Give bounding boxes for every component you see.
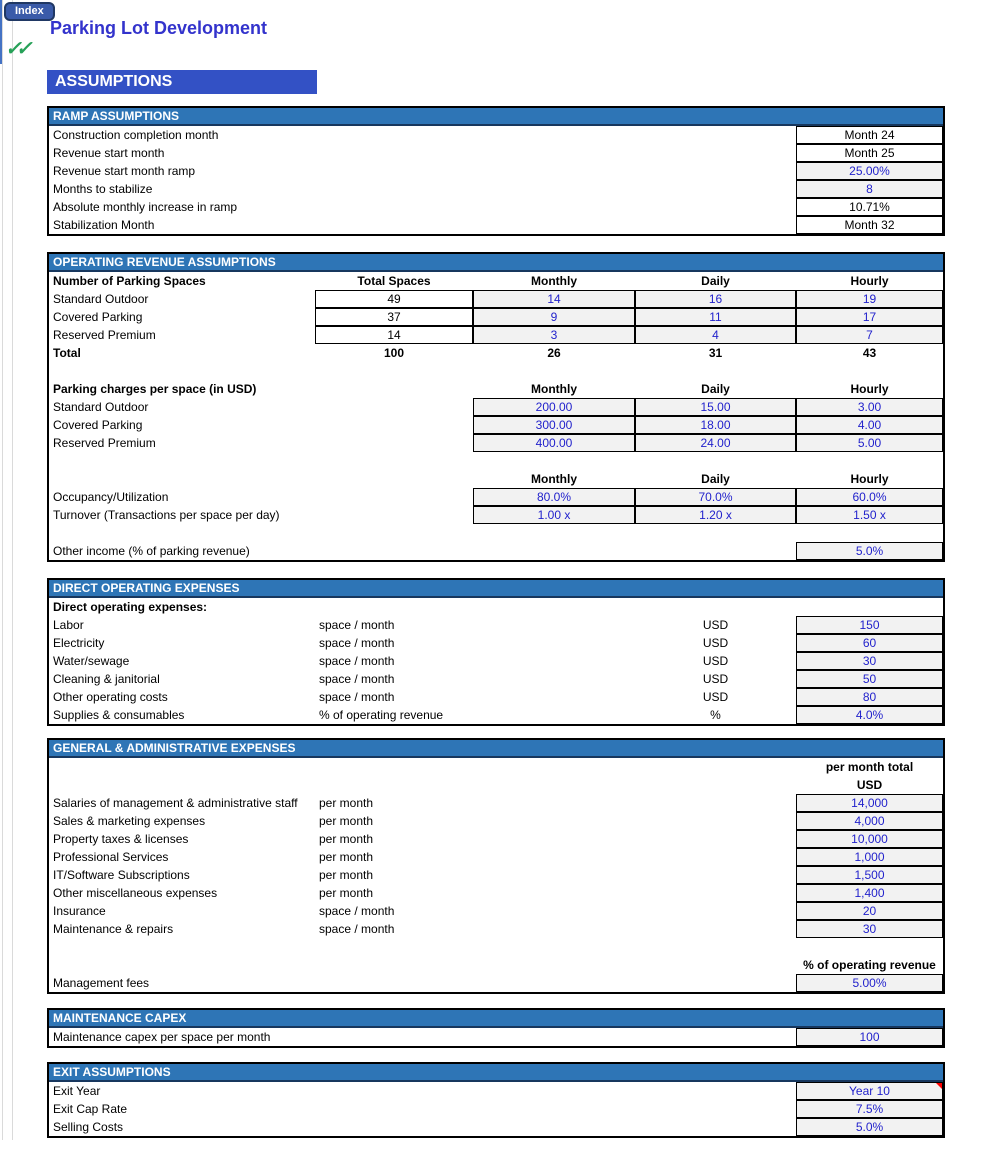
row-label: Standard Outdoor: [53, 292, 149, 306]
row-label: Sales & marketing expenses: [53, 814, 206, 828]
section-direct-operating-expenses: [47, 578, 945, 726]
value-cell-input[interactable]: 18.00: [635, 416, 796, 434]
column-header: Total Spaces: [357, 274, 431, 288]
value-cell-input[interactable]: 10,000: [796, 830, 943, 848]
unit-label: per month: [319, 886, 374, 900]
double-checkmark-icon: ✓✓: [5, 38, 27, 60]
currency-label: USD: [702, 690, 729, 704]
unit-label: space / month: [319, 904, 395, 918]
value-cell-input[interactable]: [796, 1082, 943, 1100]
unit-label: space / month: [319, 618, 395, 632]
currency-label: %: [710, 708, 721, 722]
total-value: 31: [708, 346, 723, 360]
value-cell-calculated: 37: [315, 308, 473, 326]
assumption-row: [49, 1100, 943, 1118]
row-label: IT/Software Subscriptions: [53, 868, 190, 882]
total-value: 26: [547, 346, 561, 360]
row-label: Other operating costs: [53, 690, 168, 704]
assumption-row: [49, 216, 943, 234]
unit-label: per month: [319, 832, 374, 846]
total-value: 43: [862, 346, 877, 360]
value-cell-input[interactable]: 11: [635, 308, 796, 326]
section-exit-assumptions: [47, 1062, 945, 1138]
assumption-row: [49, 974, 943, 992]
page-title: Parking Lot Development: [50, 18, 268, 38]
expense-row: [49, 634, 943, 652]
row-label: Maintenance & repairs: [53, 922, 174, 936]
value-cell-input[interactable]: 60.0%: [796, 488, 943, 506]
row-label: Exit Cap Rate: [53, 1102, 128, 1116]
value-cell-input[interactable]: 3: [473, 326, 635, 344]
section-maintenance-capex: [47, 1008, 945, 1048]
value-cell-input[interactable]: 3.00: [796, 398, 943, 416]
expense-row: [49, 794, 943, 812]
value-cell-input[interactable]: 5.00%: [796, 974, 943, 992]
column-header-row: [49, 758, 943, 776]
value-cell-input[interactable]: 19: [796, 290, 943, 308]
column-header: % of operating revenue: [803, 958, 936, 972]
column-header: Hourly: [850, 274, 889, 288]
expense-row: [49, 830, 943, 848]
column-header: Monthly: [531, 274, 577, 288]
column-header: Hourly: [850, 382, 889, 396]
row-label: Standard Outdoor: [53, 400, 149, 414]
row-label: Revenue start month: [53, 146, 165, 160]
row-label: Supplies & consumables: [53, 708, 185, 722]
unit-label: space / month: [319, 690, 395, 704]
value-cell-input[interactable]: 4.00: [796, 416, 943, 434]
subheader-row: [49, 598, 943, 616]
value-cell-input[interactable]: 30: [796, 652, 943, 670]
value-cell-input[interactable]: 24.00: [635, 434, 796, 452]
column-header: per month total: [825, 760, 914, 774]
expense-row: [49, 616, 943, 634]
value-cell-input[interactable]: 7.5%: [796, 1100, 943, 1118]
value-cell-input[interactable]: 4,000: [796, 812, 943, 830]
value-cell-input[interactable]: 14,000: [796, 794, 943, 812]
value-cell-input[interactable]: 300.00: [473, 416, 635, 434]
table-row: [49, 398, 943, 416]
row-label: Total: [53, 346, 81, 360]
expense-row: [49, 812, 943, 830]
table-row: [49, 506, 943, 524]
unit-label: space / month: [319, 672, 395, 686]
value-cell-input[interactable]: 5.0%: [796, 542, 943, 560]
column-header: Hourly: [850, 472, 889, 486]
value-cell-input[interactable]: 1.00 x: [473, 506, 635, 524]
row-label: Covered Parking: [53, 310, 143, 324]
column-header: Monthly: [531, 382, 577, 396]
table-row: [49, 326, 943, 344]
table-header-row: [49, 470, 943, 488]
unit-label: space / month: [319, 636, 395, 650]
row-label: Maintenance capex per space per month: [53, 1030, 271, 1044]
assumption-row: [49, 1028, 943, 1046]
section-header: GENERAL & ADMINISTRATIVE EXPENSES: [49, 740, 943, 758]
value-cell-input[interactable]: 14: [473, 290, 635, 308]
total-value: 100: [383, 346, 405, 360]
column-header-row: [49, 956, 943, 974]
column-header: USD: [856, 778, 883, 792]
assumption-row: [49, 1082, 943, 1100]
value-cell-input[interactable]: 150: [796, 616, 943, 634]
expense-row: [49, 652, 943, 670]
row-label: Labor: [53, 618, 84, 632]
value-cell-input[interactable]: 7: [796, 326, 943, 344]
row-label: Reserved Premium: [53, 328, 156, 342]
value-cell-input[interactable]: 80: [796, 688, 943, 706]
unit-label: space / month: [319, 922, 395, 936]
unit-label: per month: [319, 814, 374, 828]
assumptions-banner: ASSUMPTIONS: [47, 70, 317, 94]
expense-row: [49, 902, 943, 920]
row-label: Water/sewage: [53, 654, 130, 668]
currency-label: USD: [702, 672, 729, 686]
table-row: [49, 434, 943, 452]
section-header: RAMP ASSUMPTIONS: [49, 108, 943, 126]
value-cell-input[interactable]: 9: [473, 308, 635, 326]
row-label: Covered Parking: [53, 418, 143, 432]
spacer-row: [49, 452, 943, 470]
value-cell-input[interactable]: 60: [796, 634, 943, 652]
row-label: Months to stabilize: [53, 182, 153, 196]
row-label: Turnover (Transactions per space per day): [53, 508, 280, 522]
section-general-administrative-expenses: [47, 738, 945, 994]
value-cell-input[interactable]: 80.0%: [473, 488, 635, 506]
column-header: Monthly: [531, 472, 577, 486]
index-button[interactable]: Index: [4, 2, 55, 21]
expense-row: [49, 706, 943, 724]
expense-row: [49, 920, 943, 938]
currency-label: USD: [702, 654, 729, 668]
cell-value: Year 10: [849, 1084, 890, 1098]
value-cell-calculated: Month 25: [796, 144, 943, 162]
value-cell-calculated: Month 32: [796, 216, 943, 234]
unit-label: per month: [319, 796, 374, 810]
value-cell-input[interactable]: 70.0%: [635, 488, 796, 506]
value-cell-input[interactable]: 5.0%: [796, 1118, 943, 1136]
table-header-row: [49, 380, 943, 398]
assumption-row: [49, 126, 943, 144]
row-label: Construction completion month: [53, 128, 219, 142]
pane-edge: [0, 0, 2, 64]
section-operating-revenue: [47, 252, 945, 562]
row-label: Other miscellaneous expenses: [53, 886, 218, 900]
value-cell-input[interactable]: 1,400: [796, 884, 943, 902]
row-label: Professional Services: [53, 850, 169, 864]
row-label: Exit Year: [53, 1084, 101, 1098]
row-label: Property taxes & licenses: [53, 832, 189, 846]
value-cell-calculated: 10.71%: [796, 198, 943, 216]
section-header: MAINTENANCE CAPEX: [49, 1010, 943, 1028]
spacer-row: [49, 938, 943, 956]
section-header: EXIT ASSUMPTIONS: [49, 1064, 943, 1082]
value-cell-input[interactable]: 16: [635, 290, 796, 308]
table-title: Parking charges per space (in USD): [53, 382, 257, 396]
section-header: DIRECT OPERATING EXPENSES: [49, 580, 943, 598]
assumption-row: [49, 542, 943, 560]
table-header-row: [49, 272, 943, 290]
currency-label: USD: [702, 636, 729, 650]
row-label: Electricity: [53, 636, 105, 650]
value-cell-input[interactable]: 4.0%: [796, 706, 943, 724]
value-cell-input[interactable]: 1,500: [796, 866, 943, 884]
value-cell-input[interactable]: 25.00%: [796, 162, 943, 180]
expense-row: [49, 848, 943, 866]
unit-label: space / month: [319, 654, 395, 668]
section-ramp-assumptions: [47, 106, 945, 236]
row-label: Salaries of management & administrative staff: [53, 796, 298, 810]
spacer-row: [49, 524, 943, 542]
row-label: Stabilization Month: [53, 218, 155, 232]
value-cell-input[interactable]: 50: [796, 670, 943, 688]
value-cell-input[interactable]: 4: [635, 326, 796, 344]
column-header-row: [49, 776, 943, 794]
unit-label: % of operating revenue: [319, 708, 444, 722]
column-header: Daily: [701, 274, 730, 288]
row-label: Cleaning & janitorial: [53, 672, 160, 686]
unit-label: per month: [319, 850, 374, 864]
value-cell-calculated: 49: [315, 290, 473, 308]
value-cell-input[interactable]: 100: [796, 1028, 943, 1046]
value-cell-input[interactable]: 15.00: [635, 398, 796, 416]
value-cell-input[interactable]: 400.00: [473, 434, 635, 452]
row-label: Other income (% of parking revenue): [53, 544, 250, 558]
row-label: Management fees: [53, 976, 150, 990]
row-label: Selling Costs: [53, 1120, 124, 1134]
row-label: Reserved Premium: [53, 436, 156, 450]
assumption-row: [49, 180, 943, 198]
row-label: Revenue start month ramp: [53, 164, 196, 178]
row-label: Insurance: [53, 904, 106, 918]
value-cell-input[interactable]: 200.00: [473, 398, 635, 416]
assumption-row: [49, 198, 943, 216]
table-row: [49, 308, 943, 326]
subsection-title: Direct operating expenses:: [53, 600, 208, 614]
assumption-row: [49, 144, 943, 162]
column-header: Daily: [701, 382, 730, 396]
assumption-row: [49, 1118, 943, 1136]
column-header: Daily: [701, 472, 730, 486]
table-row: [49, 416, 943, 434]
expense-row: [49, 670, 943, 688]
value-cell-input[interactable]: 1.50 x: [796, 506, 943, 524]
assumption-row: [49, 162, 943, 180]
row-label: Occupancy/Utilization: [53, 490, 169, 504]
value-cell-input[interactable]: 5.00: [796, 434, 943, 452]
value-cell-calculated: Month 24: [796, 126, 943, 144]
gridline: [2, 0, 3, 1140]
expense-row: [49, 688, 943, 706]
comment-marker-icon: [936, 1083, 942, 1089]
table-total-row: [49, 344, 943, 362]
table-row: [49, 488, 943, 506]
currency-label: USD: [702, 618, 729, 632]
value-cell-input[interactable]: 30: [796, 920, 943, 938]
value-cell-input[interactable]: 1.20 x: [635, 506, 796, 524]
expense-row: [49, 866, 943, 884]
value-cell-input[interactable]: 20: [796, 902, 943, 920]
table-title: Number of Parking Spaces: [53, 274, 206, 288]
row-label: Absolute monthly increase in ramp: [53, 200, 238, 214]
unit-label: per month: [319, 868, 374, 882]
expense-row: [49, 884, 943, 902]
spacer-row: [49, 362, 943, 380]
section-header: OPERATING REVENUE ASSUMPTIONS: [49, 254, 943, 272]
gridline: [12, 0, 13, 1140]
value-cell-input[interactable]: 17: [796, 308, 943, 326]
value-cell-input[interactable]: 1,000: [796, 848, 943, 866]
value-cell-input[interactable]: 8: [796, 180, 943, 198]
table-row: [49, 290, 943, 308]
value-cell-calculated: 14: [315, 326, 473, 344]
